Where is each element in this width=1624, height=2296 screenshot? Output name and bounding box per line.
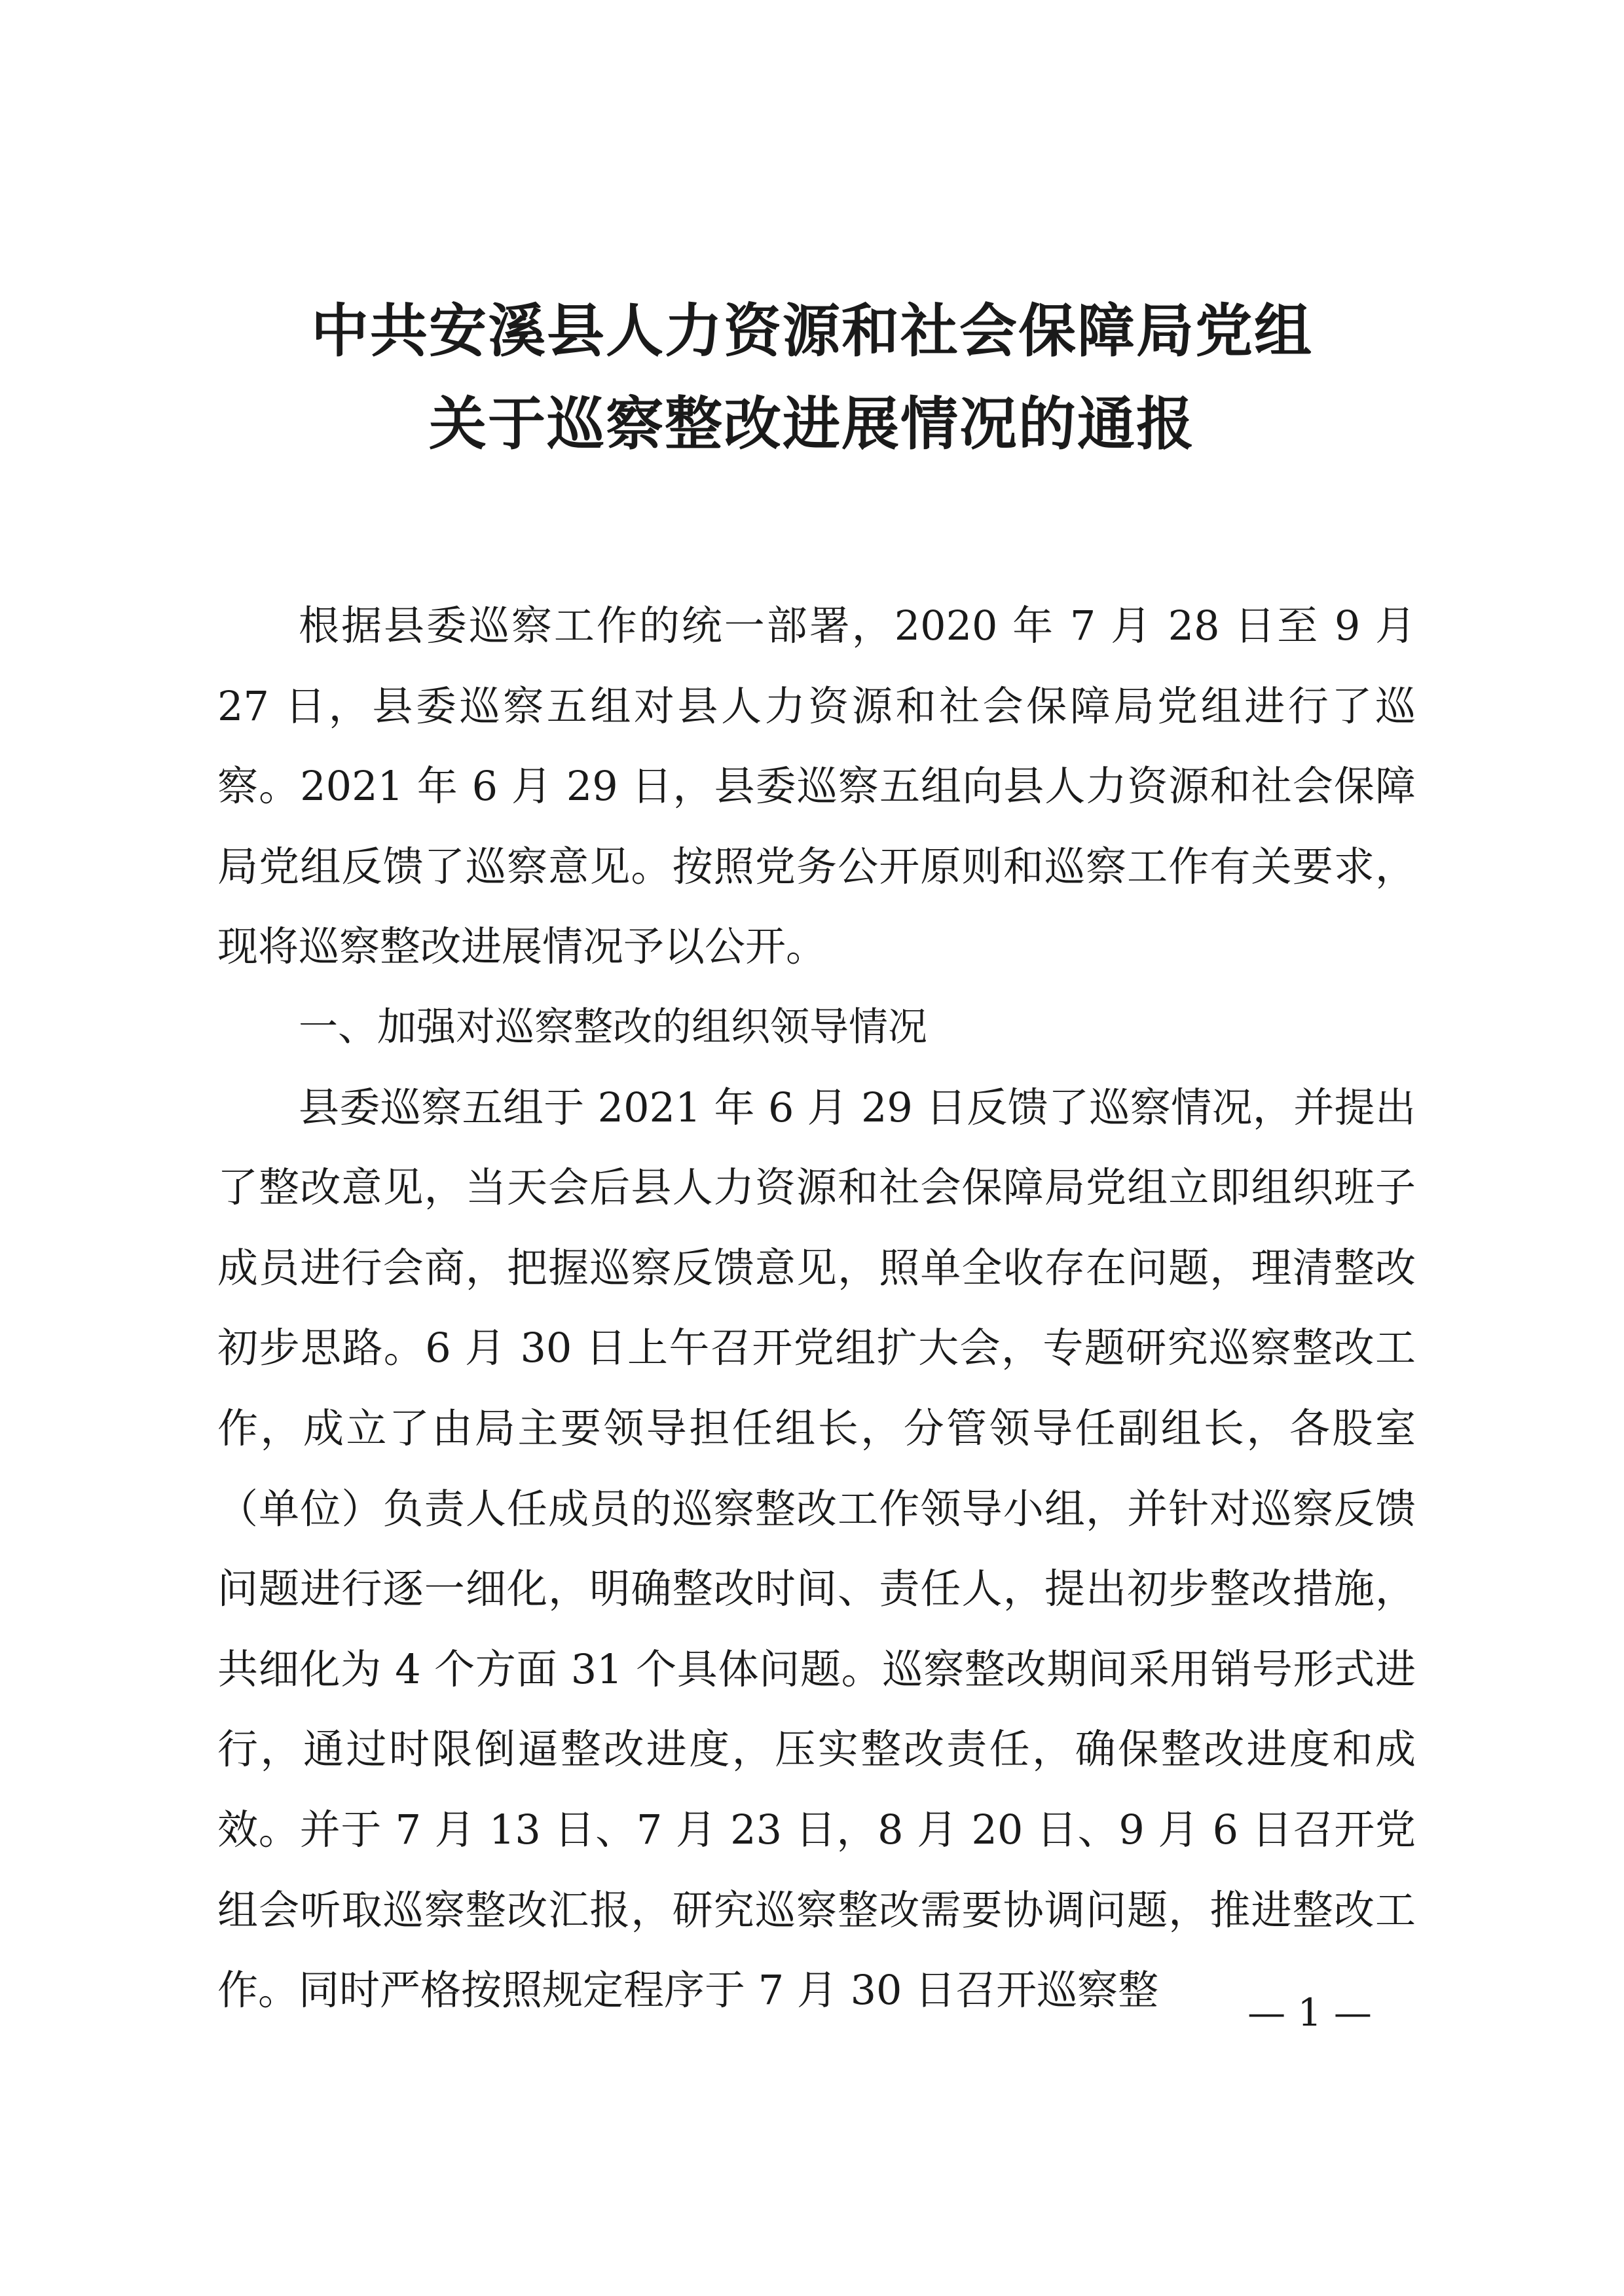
paragraph-intro: 根据县委巡察工作的统一部署，2020 年 7 月 28 日至 9 月 27 日，县委巡察五组对县人力资源和社会保障局党组进行了巡察。2021 年 6 月 29 日，县委巡察五组向县人力资源和社会保障局党组反馈了巡察意见。按照党务公开原则和巡察工作有关要求，现将巡察整改进展情况予以公开。 [217, 602, 1416, 971]
document-body [217, 586, 1416, 2031]
document-title-line-1: 中共安溪县人力资源和社会保障局党组 [310, 297, 1313, 365]
paragraph-section-1: 县委巡察五组于 2021 年 6 月 29 日反馈了巡察情况，并提出了整改意见，当天会后县人力资源和社会保障局党组立即组织班子成员进行会商，把握巡察反馈意见，照单全收存在问题，理清整改初步思路。6 月 30 日上午召开党组扩大会，专题研究巡察整改工作，成立了由局主要领导担任组长，分管领导任副组长，各股室（单位）负责人任成员的巡察整改工作领导小组，并针对巡察反馈问题进行逐一细化，明确整改时间、责任人，提出初步整改措施，共细化为 4 个方面 31 个具体问题。巡察整改期间采用销号形式进行，通过时限倒逼整改进度，压实整改责任，确保整改进度和成效。并于 7 月 13 日、7 月 23 日，8 月 20 日、9 月 6 日召开党组会听取巡察整改汇报，研究巡察整改需要协调问题，推进整改工作。同时严格按照规定程序于 7 月 30 日召开巡察整 [217, 1083, 1416, 2014]
page-number: — 1 — [1247, 1990, 1372, 2035]
document-title-line-2: 关于巡察整改进展情况的通报 [428, 390, 1195, 458]
section-heading-1: 一、加强对巡察整改的组织领导情况 [299, 1004, 927, 1050]
